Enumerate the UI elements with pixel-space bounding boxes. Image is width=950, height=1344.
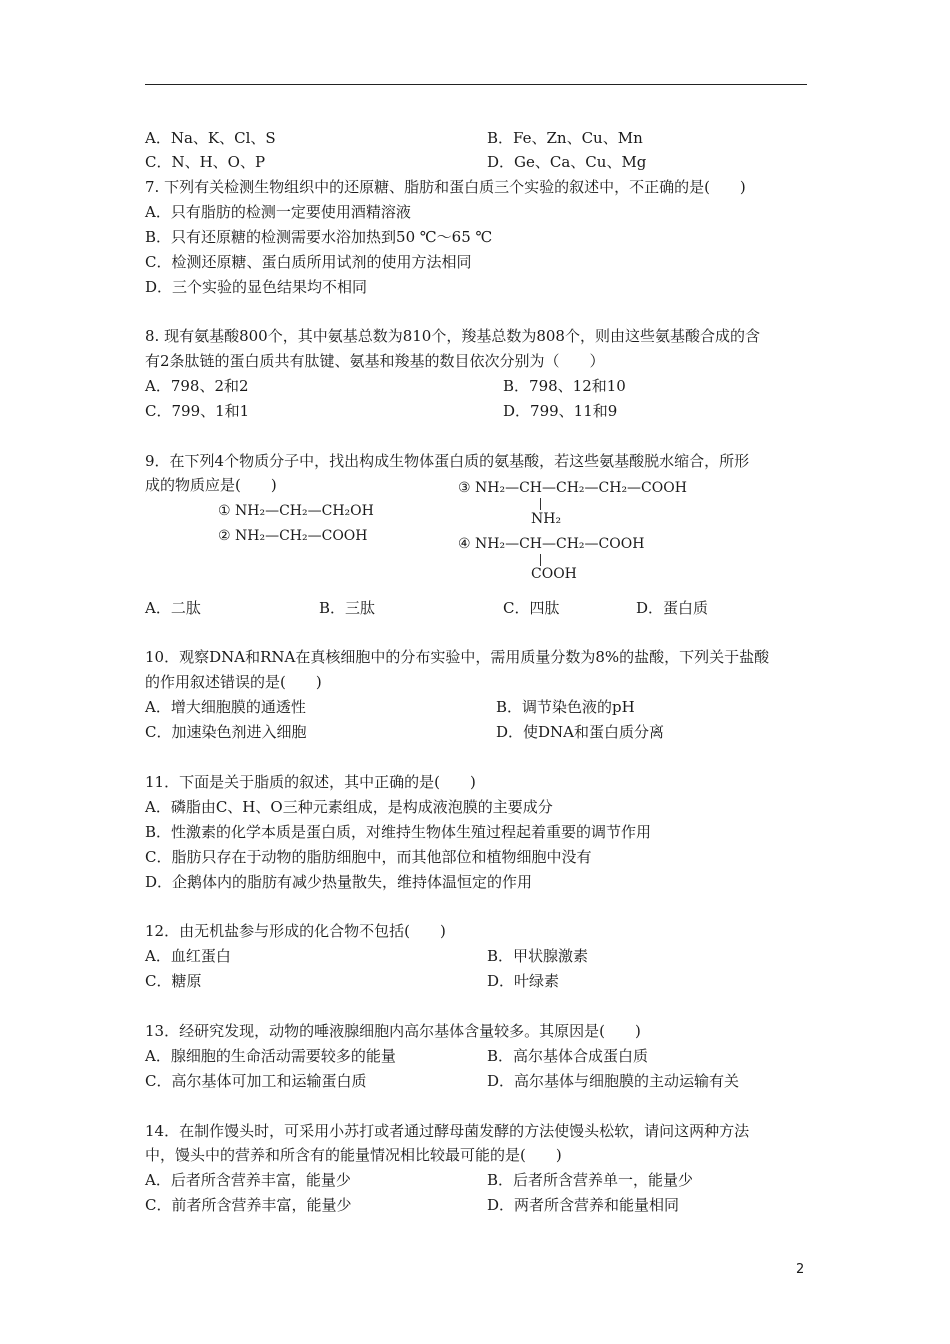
q14-stem-line2: 中，馒头中的营养和所含有的能量情况相比较最可能的是( ) [145,1146,562,1164]
q14-option-b: B．后者所含营养单一，能量少 [487,1171,694,1189]
q11-option-d: D．企鹅体内的脂肪有减少热量散失，维持体温恒定的作用 [145,873,533,891]
q9-formula-4-sub: COOH [531,566,577,582]
q11-option-b: B．性激素的化学本质是蛋白质，对维持生物体生殖过程起着重要的调节作用 [145,823,652,841]
q7-option-b: B．只有还原糖的检测需要水浴加热到50 ℃～65 ℃ [145,228,493,246]
q8-option-a: A．798、2和2 [145,377,249,395]
q9-option-c: C．四肽 [503,599,560,617]
q9-formula-3: ③ NH₂—CH—CH₂—CH₂—COOH [458,480,687,496]
q7-option-a: A．只有脂肪的检测一定要使用酒精溶液 [145,203,411,221]
q14-option-a: A．后者所含营养丰富，能量少 [145,1171,351,1189]
q8-option-b: B．798、12和10 [503,377,626,395]
q9-formula-4: ④ NH₂—CH—CH₂—COOH [458,536,645,552]
q12-option-c: C．糖原 [145,972,202,990]
q9-formula-1: ① NH₂—CH₂—CH₂OH [218,503,374,519]
q6-option-c: C．N、H、O、P [145,153,266,171]
q8-stem-line2: 有2条肽链的蛋白质共有肽键、氨基和羧基的数目依次分别为（ ） [145,352,605,370]
q9-formula-3-sub: NH₂ [531,511,562,527]
page-number: 2 [796,1262,805,1277]
q9-formula-3-bond [540,498,541,510]
q10-stem-line2: 的作用叙述错误的是( ) [145,673,322,691]
q7-option-d: D．三个实验的显色结果均不相同 [145,278,368,296]
header-rule [145,84,807,85]
q14-option-c: C．前者所含营养丰富，能量少 [145,1196,352,1214]
q13-option-d: D．高尔基体与细胞膜的主动运输有关 [487,1072,740,1090]
q8-option-c: C．799、1和1 [145,402,250,420]
q8-stem-line1: 8. 现有氨基酸800个，其中氨基总数为810个，羧基总数为808个，则由这些氨基酸合成的含 [145,327,760,345]
q12-option-d: D．叶绿素 [487,972,560,990]
q8-option-d: D．799、11和9 [503,402,618,420]
q10-option-d: D．使DNA和蛋白质分离 [496,723,665,741]
q11-option-a: A．磷脂由C、H、O三种元素组成，是构成液泡膜的主要成分 [145,798,553,816]
q10-stem-line1: 10．观察DNA和RNA在真核细胞中的分布实验中，需用质量分数为8%的盐酸，下列关于盐酸 [145,648,770,666]
q14-option-d: D．两者所含营养和能量相同 [487,1196,680,1214]
q9-option-a: A．二肽 [145,599,201,617]
q13-stem: 13．经研究发现，动物的唾液腺细胞内高尔基体含量较多。其原因是( ) [145,1022,641,1040]
q11-stem: 11．下面是关于脂质的叙述，其中正确的是( ) [145,773,476,791]
q12-option-b: B．甲状腺激素 [487,947,589,965]
q13-option-c: C．高尔基体可加工和运输蛋白质 [145,1072,367,1090]
q6-option-a: A．Na、K、Cl、S [145,129,276,147]
q10-option-a: A．增大细胞膜的通透性 [145,698,306,716]
q9-formula-2: ② NH₂—CH₂—COOH [218,528,368,544]
q14-stem-line1: 14．在制作馒头时，可采用小苏打或者通过酵母菌发酵的方法使馒头松软，请问这两种方法 [145,1122,750,1140]
q12-option-a: A．血红蛋白 [145,947,231,965]
q7-stem: 7. 下列有关检测生物组织中的还原糖、脂肪和蛋白质三个实验的叙述中，不正确的是( ) [145,178,746,196]
q9-option-b: B．三肽 [319,599,376,617]
q12-stem: 12．由无机盐参与形成的化合物不包括( ) [145,922,446,940]
q9-stem-line2: 成的物质应是( ) [145,476,277,494]
q11-option-c: C．脂肪只存在于动物的脂肪细胞中，而其他部位和植物细胞中没有 [145,848,592,866]
q9-stem-line1: 9．在下列4个物质分子中，找出构成生物体蛋白质的氨基酸，若这些氨基酸脱水缩合，所形 [145,452,750,470]
q6-option-d: D．Ge、Ca、Cu、Mg [487,153,647,171]
q7-option-c: C．检测还原糖、蛋白质所用试剂的使用方法相同 [145,253,472,271]
q6-option-b: B．Fe、Zn、Cu、Mn [487,129,643,147]
q13-option-b: B．高尔基体合成蛋白质 [487,1047,649,1065]
q13-option-a: A．腺细胞的生命活动需要较多的能量 [145,1047,396,1065]
q10-option-c: C．加速染色剂进入细胞 [145,723,307,741]
q10-option-b: B．调节染色液的pH [496,698,635,716]
q9-option-d: D．蛋白质 [636,599,709,617]
